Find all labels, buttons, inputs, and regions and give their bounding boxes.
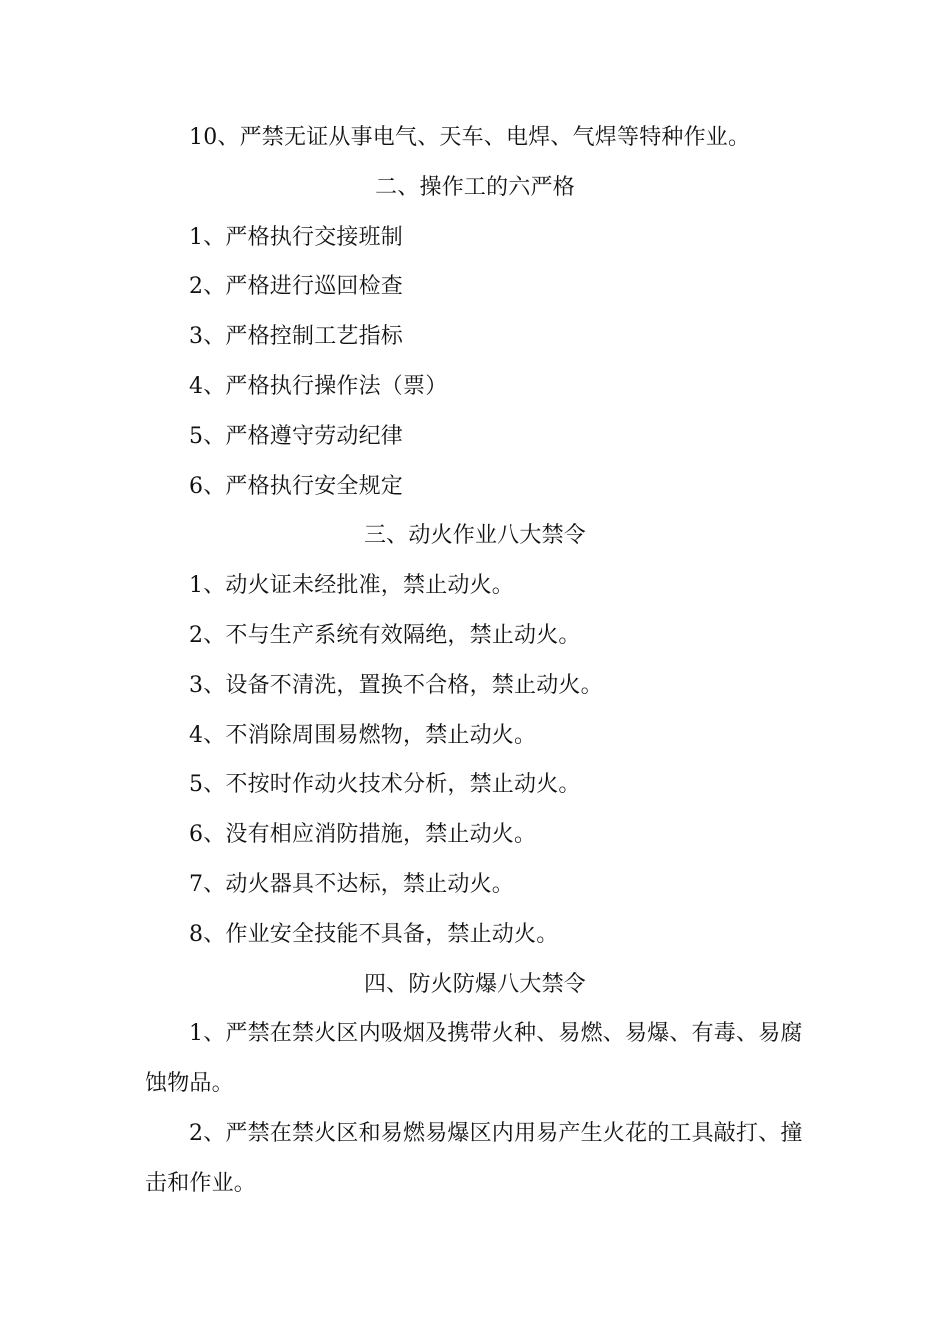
list-item: 3、严格控制工艺指标: [189, 324, 403, 350]
list-item: 5、不按时作动火技术分析，禁止动火。: [189, 772, 581, 798]
list-item: 7、动火器具不达标，禁止动火。: [189, 871, 514, 897]
list-item: 4、不消除周围易燃物，禁止动火。: [189, 722, 537, 748]
document-body: [145, 113, 805, 1209]
list-item: 10、严禁无证从事电气、天车、电焊、气焊等特种作业。: [189, 125, 751, 150]
section-heading: 三、动火作业八大禁令: [363, 523, 586, 549]
section-heading: 四、防火防爆八大禁令: [363, 971, 586, 997]
list-item: 4、严格执行操作法（票）: [189, 373, 448, 399]
paragraph-item: 1、严禁在禁火区内吸烟及携带火种、易燃、易爆、有毒、易腐蚀物品。: [145, 1021, 803, 1097]
section-heading: 二、操作工的六严格: [375, 174, 575, 200]
list-item: 3、设备不清洗，置换不合格，禁止动火。: [189, 672, 603, 698]
list-item: 2、严格进行巡回检查: [189, 274, 403, 300]
list-item: 5、严格遵守劳动纪律: [189, 423, 403, 449]
list-item: 8、作业安全技能不具备，禁止动火。: [189, 921, 559, 947]
paragraph-item: 2、严禁在禁火区和易燃易爆区内用易产生火花的工具敲打、撞击和作业。: [145, 1120, 803, 1196]
list-item: 1、严格执行交接班制: [189, 224, 403, 250]
list-item: 6、没有相应消防措施，禁止动火。: [189, 822, 537, 848]
list-item: 6、严格执行安全规定: [189, 473, 403, 499]
list-item: 2、不与生产系统有效隔绝，禁止动火。: [189, 622, 581, 648]
list-item: 1、动火证未经批准，禁止动火。: [189, 573, 514, 599]
